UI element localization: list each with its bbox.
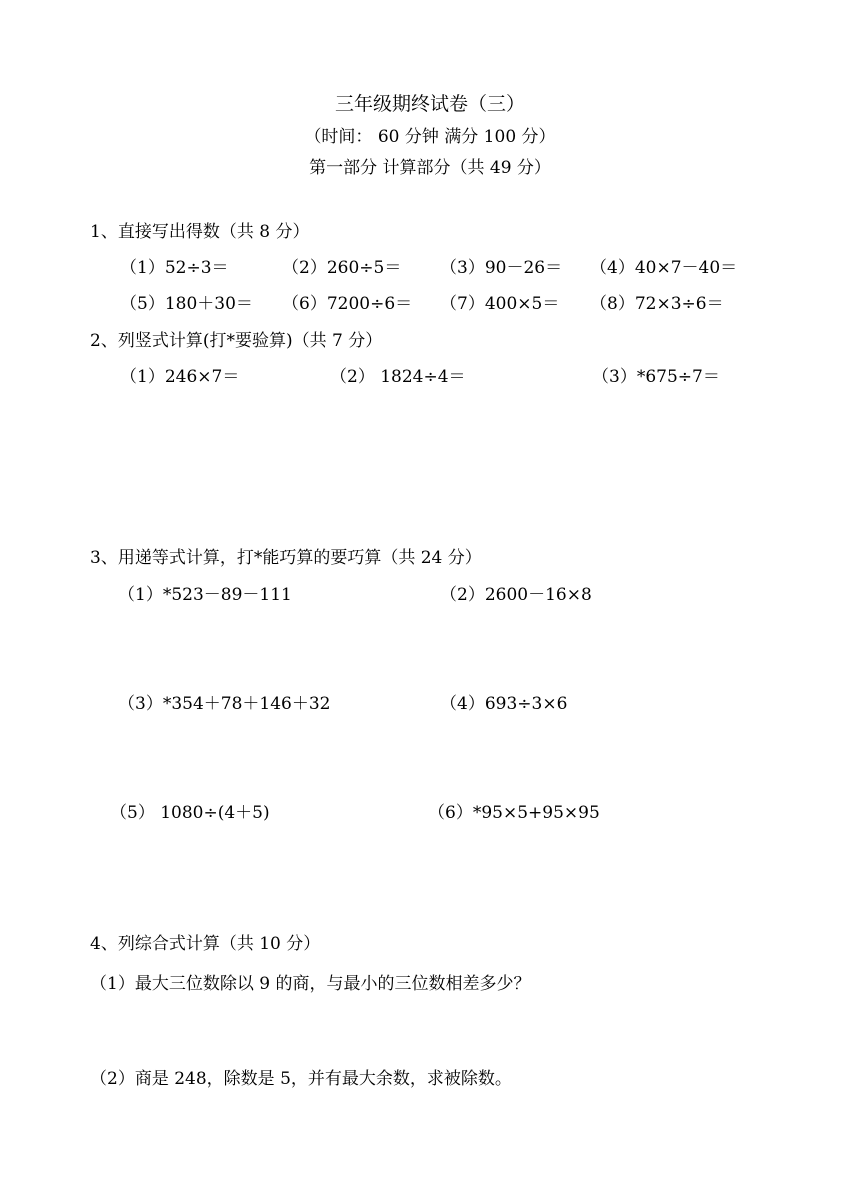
section4-item: （2）商是 248，除数是 5，并有最大余数，求被除数。 [90,1069,512,1089]
section1-item: （2）260÷5＝ [282,258,402,278]
section3-item: （6）*95×5+95×95 [428,803,600,823]
section1-item: （6）7200÷6＝ [282,294,413,314]
section1-item: （1）52÷3＝ [120,258,229,278]
section3-item: （2）2600－16×8 [440,585,592,605]
section4-heading: 4、列综合式计算（共 10 分） [90,934,321,954]
section3-item: （5） 1080÷(4＋5) [110,803,270,823]
section2-item: （3）*675÷7＝ [592,367,720,387]
section1-item: （4）40×7－40＝ [590,258,738,278]
section1-item: （5）180＋30＝ [120,294,253,314]
section3-heading: 3、用递等式计算，打*能巧算的要巧算（共 24 分） [90,548,482,568]
time-and-score-note: （时间： 60 分钟 满分 100 分） [304,127,556,147]
section1-item: （8）72×3÷6＝ [590,294,724,314]
section1-item: （3）90－26＝ [440,258,563,278]
section2-item: （2） 1824÷4＝ [330,367,466,387]
section1-item: （7）400×5＝ [440,294,560,314]
part-title: 第一部分 计算部分（共 49 分） [309,158,551,178]
section2-heading: 2、列竖式计算(打*要验算)（共 7 分） [90,331,383,351]
section3-item: （3）*354＋78＋146＋32 [118,694,331,714]
section2-item: （1）246×7＝ [120,367,240,387]
section3-item: （1）*523－89－111 [118,585,292,605]
section3-item: （4）693÷3×6 [440,694,568,714]
section4-item: （1）最大三位数除以 9 的商，与最小的三位数相差多少？ [90,974,531,994]
exam-title: 三年级期终试卷（三） [334,93,525,115]
section1-heading: 1、直接写出得数（共 8 分） [90,222,310,242]
